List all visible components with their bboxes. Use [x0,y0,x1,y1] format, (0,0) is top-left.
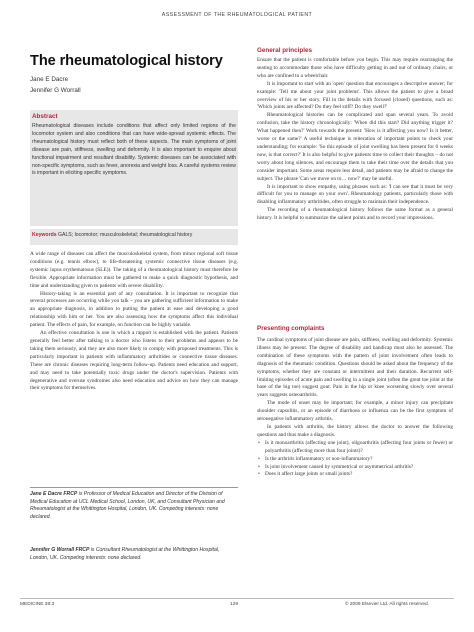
right-paragraph: It is important to show empathy, using phrases such as: 'I can see that it must be very difficult for you to manage on your own'. Rheumatology patients, particularly those with disabling inflammatory arthritides, often struggle to maintain their independence. [257,183,453,206]
affiliation-text: is Consultant Rheumatologist at the Whittington Hospital, London, UK. Competing interests: none declared. [30,547,220,561]
affiliation-text: is Professor of Medical Education and Director of the Division of Medical Education at UCL Medical School, London, UK, and Consultant Physician and Rheumatologist at the Whittington Hospital, London, UK. Competing interests: none declared. [30,491,225,520]
left-paragraph: An effective consultation is one in which a rapport is established with the patient. Patients generally feel better after talking to a doctor who listens to their problems and appears to be taking them seriously, and they are also more likely to comply with proposed treatments. This is particularly important in patients with inflammatory arthritides or connective tissue diseases. These are chronic diseases requiring long-term follow-up. Patients need education and support, and may need to take potentially toxic drugs under the doctor's supervision. Patients with degenerative and overuse syndromes also need education and advice on how they can manage their symptoms for themselves. [30,330,238,392]
affiliation-name: Jane E Dacre FRCP [30,491,78,497]
running-head: ASSESSMENT OF THE RHEUMATOLOGICAL PATIENT [161,12,313,18]
keywords-label: Keywords [32,232,57,238]
right-paragraph: The mode of onset may be important; for example, a minor injury can precipitate shoulder capsulitis, or an episode of diarrhoea or influenza can be the first symptom of seronegative inflammatory arthritis. [257,400,453,423]
author-1: Jane E Dacre [30,76,69,83]
right-paragraph: Ensure that the patient is comfortable before you begin. This may require rearranging the seating to accommodate those who have difficulty getting in and out of ordinary chairs, or who are confined to a wheelchair. [257,57,453,79]
right-paragraph: The recording of a rheumatological history follows the same format as a general history. It is helpful to summarize the salient points and to record your impressions. [257,207,453,222]
general-principles-heading: General principles [257,47,312,54]
presenting-complaints-heading: Presenting complaints [257,325,325,332]
article-title: The rheumatological history [30,53,223,69]
presenting-complaints-text [257,337,453,479]
footer-copyright: © 2009 Elsevier Ltd. All rights reserved. [345,602,430,607]
footer-page-number: 129 [230,602,239,607]
affiliation-rule [30,487,238,488]
list-item: • Does it affect large joints or small joints? [265,471,453,479]
affiliation-1 [30,491,238,521]
keywords [32,232,236,238]
list-item: • Is the arthritis inflammatory or non-inflammatory? [265,456,453,464]
general-principles-text [257,57,453,223]
right-paragraph: It is important to start with an 'open' question that encourages a descriptive answer; for example: 'Tell me about your joint problems'. This allows the patient to give a broad overview of his or her story. Fill in the details with focused (closed) questions, such as: 'Which joints are affected? Do they feel stiff? Do they swell?' [257,80,453,111]
footer-rule [20,598,454,599]
keywords-text: GALS; locomotor; musculoskeletal; rheumatological history [58,232,193,238]
left-paragraph: A wide range of diseases can affect the musculoskeletal system, from minor regional soft tissue conditions (e.g. tennis elbow), to life-threatening systemic connective tissue diseases (e.g. systemic lupus erythematosus (SLE)). The taking of a rheumatological history must therefore be flexible. Appropriate information must be gathered to make a quick diagnostic hypothesis, and time and understanding given to patients with severe disability. [30,251,238,289]
abstract-box [30,110,238,226]
keywords-box [30,229,238,245]
list-item: • Is it monoarthritis (affecting one joint), oligoarthritis (affecting four joints or fewer) or polyarthritis (affecting more than four joints)? [265,440,453,456]
abstract-heading: Abstract [32,113,58,120]
affiliation-name: Jennifer G Worrall FRCP [30,547,90,553]
abstract-text: Rheumatological diseases include conditions that affect only limited regions of the locomotor system and also conditions that can have wide-spread systemic effects. The rheumatological history must reflect both of these aspects. The main symptoms of joint disease are pain, stiffness, swelling and deformity. It is also important to enquire about functional impairment and resultant disability. Systemic diseases can be associated with non-specific symptoms, such as fever, anorexia and weight loss. A careful systems review is important in eliciting specific symptoms. [32,123,236,177]
right-paragraph: The cardinal symptoms of joint disease are pain, stiffness, swelling and deformity. Systemic illness may be present. The degree of disability and handicap must also be assessed. The combination of these symptoms with the pattern of joint involvement often leads to diagnosis of the rheumatic condition. Questions should be asked about the frequency of the symptoms, whether they are constant or intermittent and their duration. Recurrent self-limiting episodes of acute pain and swelling in a single joint (often the great toe joint at the base of the big toe) suggest gout. Pain in the hip or knee worsening slowly over several years suggests osteoarthritis. [257,337,453,399]
author-2: Jennifer G Worrall [30,87,81,94]
right-paragraph: Rheumatological histories can be complicated and span several years. To avoid confusion, take the history chronologically: 'When did this start? Did anything trigger it? What happened then?' Work towards the present: 'How is it affecting you now? Is it better, worse or the same?' A useful technique is reiteration of important points to check your understanding; for example: 'So this episode of joint swelling has been present for 6 weeks now, is that correct?' It is also helpful to give patients time to collect their thoughts – do not worry about long silences, and encourage them to take their time over the details that you consider important. Some areas require less detail, and patients may be afraid to change the subject. The phrase 'Can we move on to… now?' may be useful. [257,112,453,182]
left-paragraph: History-taking is an essential part of any consultation. It is important to recognize that several processes are occurring while you talk – you are gathering sufficient information to make an appropriate diagnosis, in addition to putting the patient at ease and developing a good relationship with him or her. You are also assessing how the symptoms affect this individual patient. The effects of pain, for example, on function can be highly variable. [30,290,238,329]
arthritis-questions-list [257,440,453,480]
left-body-text [30,251,238,393]
list-item: • Is joint involvement caused by symmetrical or asymmetrical arthritis? [265,464,453,472]
footer-journal: MEDICINE 38:3 [20,602,55,607]
affiliation-2 [30,547,238,562]
right-paragraph: In patients with arthritis, the history allows the doctor to answer the following questions and thus make a diagnosis. [257,423,453,438]
